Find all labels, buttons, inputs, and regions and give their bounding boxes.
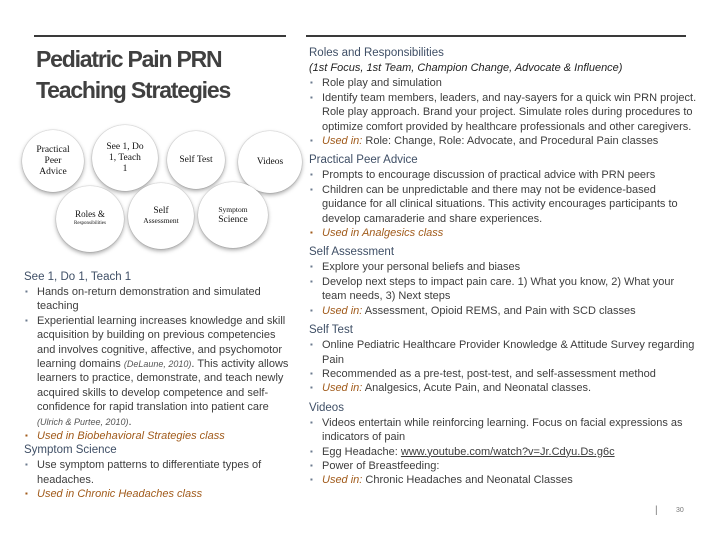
section-heading-self-test: Self Test xyxy=(309,324,353,337)
bubble-text: Videos xyxy=(256,157,284,167)
item-text: Analgesics, Acute Pain, and Neonatal classes. xyxy=(362,382,592,395)
used-in-item: ▪ Used in Analgesics class xyxy=(309,226,697,240)
list-item xyxy=(309,445,697,459)
self-assessment-list xyxy=(309,260,697,318)
peer-advice-list xyxy=(309,168,697,240)
list-item: ▪ Online Pediatric Healthcare Provider Knowledge & Attitude Survey regarding Pain xyxy=(309,338,697,367)
used-in-label: Used in: xyxy=(322,474,363,487)
list-item: ▪ Use symptom patterns to differentiate types of headaches. xyxy=(24,458,290,487)
bubble-text: Symptom xyxy=(218,205,248,214)
used-in-label: Used in: xyxy=(322,382,363,395)
bubble-text: Peer xyxy=(44,155,62,166)
section-heading-see-do-teach: See 1, Do 1, Teach 1 xyxy=(24,271,132,283)
section-heading-peer-advice: Practical Peer Advice xyxy=(309,154,418,167)
used-in-item xyxy=(309,134,697,148)
bubble-text: Assessment xyxy=(143,216,179,225)
list-item: ▪ Recommended as a pre-test, post-test, and self-assessment method xyxy=(309,367,697,381)
bubble-text: Self Test xyxy=(179,155,213,165)
bubble-practical-peer-advice xyxy=(22,130,84,192)
section-heading-symptom-science: Symptom Science xyxy=(24,444,117,457)
list-item: ▪ Videos entertain while reinforcing learning. Focus on facial expressions as indicators of pain xyxy=(309,416,697,445)
video-link[interactable]: www.youtube.com/watch?v=Jr.Cdyu.Ds.g6c xyxy=(400,445,615,458)
used-in-item xyxy=(309,304,697,318)
list-item: ▪ Hands on-return demonstration and simulated teaching xyxy=(24,285,290,314)
top-rule-right xyxy=(306,35,686,37)
item-text: . This activity allows learners to practice, demonstrate, and teach newly acquired skills to develop competence and self-confidence for rapid translation into patient care xyxy=(37,358,289,414)
footer-divider: | xyxy=(655,505,658,516)
bubble-text: 1 xyxy=(122,163,128,174)
section-heading-videos: Videos xyxy=(309,401,344,414)
used-in-label: Used in: xyxy=(322,304,363,317)
bubble-text: Roles & xyxy=(75,208,105,219)
bubble-text: Practical xyxy=(36,144,70,155)
title-line-2: Teaching Strategies xyxy=(36,77,231,103)
used-in-item xyxy=(309,381,697,395)
list-item: ▪ Explore your personal beliefs and biases xyxy=(309,260,697,274)
bubble-self-test xyxy=(167,131,225,189)
bubble-see-do-teach xyxy=(92,125,158,191)
used-in-label: Used in: xyxy=(322,135,363,148)
list-item: ▪ Children can be unpredictable and there may not be evidence-based guidance for all clinical situations. This activity encourages participants to develop camaraderie and share experiences. xyxy=(309,183,697,226)
page-number: 30 xyxy=(676,507,684,514)
item-text: Chronic Headaches and Neonatal Classes xyxy=(362,474,573,487)
section-heading-roles: Roles and Responsibilities xyxy=(309,47,444,59)
list-item: ▪ Prompts to encourage discussion of practical advice with PRN peers xyxy=(309,168,697,182)
bubble-self-assessment xyxy=(128,183,194,249)
title-line-1: Pediatric Pain PRN xyxy=(36,46,222,72)
top-rule-left xyxy=(34,35,286,37)
bubble-text: Responsibilities xyxy=(74,220,106,226)
bubble-text: 1, Teach xyxy=(109,152,141,163)
list-item: ▪ Role play and simulation xyxy=(309,76,697,90)
roles-subheading: (1st Focus, 1st Team, Champion Change, Advocate & Influence) xyxy=(309,62,623,74)
citation: (Ulrich & Purtee, 2010) xyxy=(37,416,129,427)
list-item: ▪ Power of Breastfeeding: xyxy=(309,459,697,473)
self-test-list xyxy=(309,338,697,396)
bubble-symptom-science xyxy=(198,182,268,248)
see-do-teach-list xyxy=(24,285,290,443)
item-text: . xyxy=(128,415,132,428)
used-in-item: ▪ Used in Biobehavioral Strategies class xyxy=(24,429,290,443)
videos-list xyxy=(309,416,697,488)
symptom-science-list xyxy=(24,458,290,501)
used-in-item xyxy=(309,473,697,487)
list-item xyxy=(24,314,290,429)
slide-title xyxy=(36,44,296,106)
bubble-roles-responsibilities xyxy=(56,186,124,252)
used-in-item: ▪ Used in Chronic Headaches class xyxy=(24,487,290,501)
item-text: Experiential learning increases knowledge and skill acquisition by building on previous competencies and involves cognitive, affective, and psychomotor learning domains xyxy=(37,314,286,371)
bubble-text: Advice xyxy=(39,166,67,177)
bubble-text: Self xyxy=(153,206,169,216)
item-text: Assessment, Opioid REMS, and Pain with SCD classes xyxy=(362,304,636,317)
section-heading-self-assessment: Self Assessment xyxy=(309,246,395,259)
citation: (DeLaune, 2010) xyxy=(123,359,192,370)
bubble-videos xyxy=(238,131,302,193)
bubble-text: See 1, Do xyxy=(106,141,144,152)
right-column xyxy=(309,46,697,488)
left-column xyxy=(24,270,290,502)
list-item: ▪ Identify team members, leaders, and nay-sayers for a quick win PRN project. Role play approach. Brand your project. Simulate roles during procedures to optimize comfort provided by healthcare professionals and other caregivers. xyxy=(309,91,697,134)
item-text: Egg Headache: xyxy=(322,445,401,458)
item-text: Role: Change, Role: Advocate, and Procedural Pain classes xyxy=(362,135,659,148)
list-item: ▪ Develop next steps to impact pain care. 1) What you know, 2) What your team needs, 3) Next steps xyxy=(309,275,697,304)
roles-list xyxy=(309,76,697,148)
bubble-text: Science xyxy=(218,215,248,225)
